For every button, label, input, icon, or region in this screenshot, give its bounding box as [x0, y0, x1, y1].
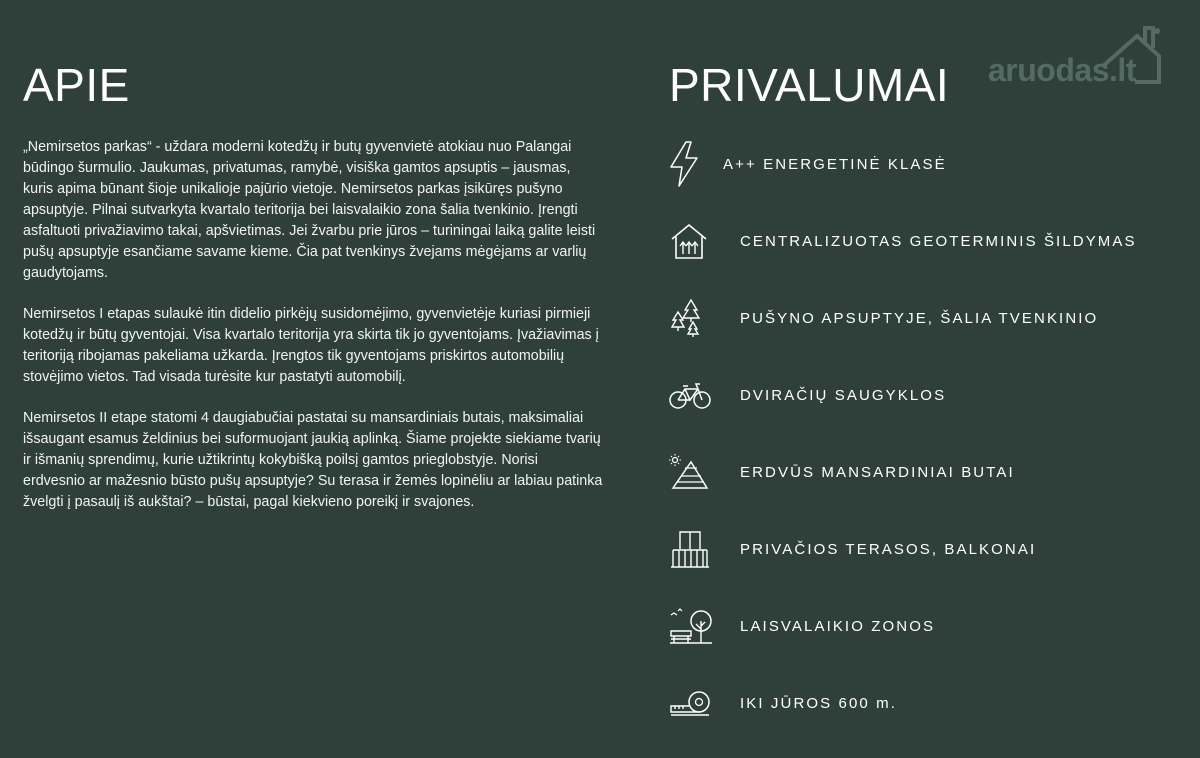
lightning-icon	[669, 139, 717, 189]
feature-label: CENTRALIZUOTAS GEOTERMINIS ŠILDYMAS	[740, 232, 1137, 250]
advantages-section	[669, 58, 1189, 712]
feature-label: DVIRAČIŲ SAUGYKLOS	[740, 386, 947, 404]
feature-label: IKI JŪROS 600 m.	[740, 694, 897, 712]
feature-label: ERDVŪS MANSARDINIAI BUTAI	[740, 463, 1015, 481]
pine-trees-icon	[669, 293, 740, 343]
feature-distance-to-sea	[669, 678, 1169, 728]
feature-label: LAISVALAIKIO ZONOS	[740, 617, 936, 635]
feature-pine-forest	[669, 293, 1169, 343]
park-bench-icon	[669, 601, 740, 651]
feature-label: PRIVAČIOS TERASOS, BALKONAI	[740, 540, 1037, 558]
feature-label: PUŠYNO APSUPTYJE, ŠALIA TVENKINIO	[740, 309, 1099, 327]
about-paragraph-1: „Nemirsetos parkas“ - uždara moderni kotedžų ir butų gyvenvietė atokiau nuo Palangai būdingo šurmulio. Jaukumas, privatumas, ramybė, visiška gamtos apsuptis – jausmas, kuris apima būnant šioje unikalioje pajūrio vietoje. Nemirsetos parkas įsikūręs pušyno apsuptyje. Pilnai sutvarkyta kvartalo teritorija bei laisvalaikio zona šalia tvenkinio. Įrengti asfaltuoti privažiavimo takai, apšvietimas. Jei žvarbu prie jūros – turiningai laiką galite leisti pušų apsuptyje esančiame savame kieme. Čia pat tvenkinys žvejams mėgėjams ar varlių gaudytojams.	[23, 139, 596, 281]
feature-geothermal-heating	[669, 216, 1169, 266]
about-section	[23, 58, 603, 533]
house-heating-icon	[669, 216, 740, 266]
feature-bike-storage	[669, 370, 1169, 420]
feature-attic-apartments	[669, 447, 1169, 497]
bicycle-icon	[669, 370, 740, 420]
feature-terraces-balconies	[669, 524, 1169, 574]
watermark-text: aruodas.lt	[988, 52, 1136, 88]
feature-energy-class	[669, 139, 1169, 189]
balcony-icon	[669, 524, 740, 574]
about-paragraph-3: Nemirsetos II etape statomi 4 daugiabučiai pastatai su mansardiniais butais, maksimaliai išsaugant esamus želdinius bei suformuojant jaukią aplinką. Šiame projekte siekiame tvarių ir išmanių sprendimų, kurie užtikrintų kokybišką poilsį gamtos prieglobstyje. Norisi erdvesnio ar mažesnio būsto pušų apsuptyje? Su terasa ir žemės lopinėliu ar labiau patinka žvelgti į pasaulį iš aukštai? – būstai, pagal kiekvieno poreikį ir svajones.	[23, 410, 603, 510]
advantages-title: PRIVALUMAI	[669, 59, 950, 111]
feature-leisure-zones	[669, 601, 1169, 651]
feature-label: A++ ENERGETINĖ KLASĖ	[723, 155, 947, 173]
attic-roof-icon	[669, 447, 740, 497]
tape-measure-icon	[669, 678, 740, 728]
about-paragraph-2: Nemirsetos I etapas sulaukė itin didelio pirkėjų susidomėjimo, gyvenvietėje kuriasi pirmieji kotedžų ir būtų gyventojai. Visa kvartalo teritorija yra skirta tik jo gyventojams. Įvažiavimas į teritoriją ribojamas pakeliama užkarda. Įrengtos tik gyventojams priskirtos automobilių stovėjimo vietos. Tad visada turėsite kur pastatyti automobilį.	[23, 306, 599, 385]
about-title: APIE	[23, 59, 130, 111]
